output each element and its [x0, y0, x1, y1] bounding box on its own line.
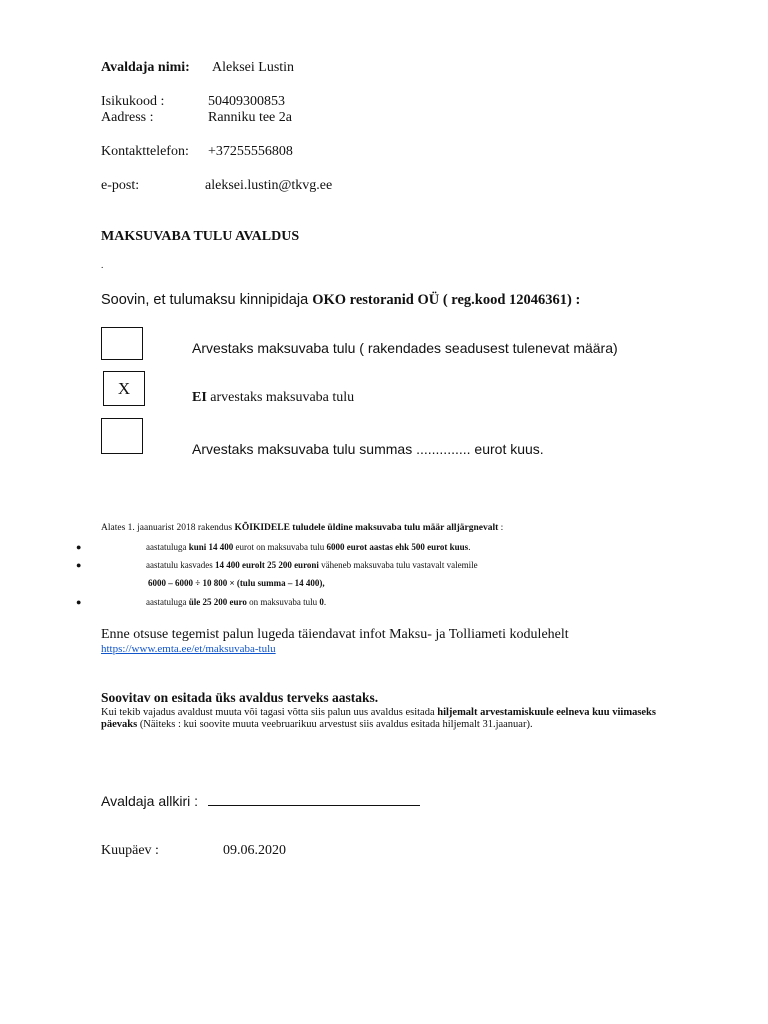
- employer-name: OKO restoranid OÜ ( reg.kood 12046361) :: [312, 292, 581, 308]
- option-2-mark: X: [117, 378, 131, 398]
- signature-line[interactable]: [208, 791, 420, 806]
- formula: 6000 – 6000 ÷ 10 800 × (tulu summa – 14 400),: [148, 578, 325, 588]
- phone-value: +37255556808: [208, 144, 293, 159]
- b2-a: aastatulu kasvades: [146, 560, 215, 570]
- rules-intro-b: KÕIKIDELE tuludele üldine maksuvaba tulu määr alljärgnevalt: [234, 523, 499, 533]
- address-value: Ranniku tee 2a: [208, 110, 292, 125]
- id-code-value: 50409300853: [208, 94, 285, 109]
- bullet-1-text: [146, 542, 470, 552]
- b1-e: .: [468, 542, 471, 552]
- option-2-checkbox[interactable]: [103, 371, 145, 406]
- recommend-p-c: (Näiteks : kui soovite muuta veebruarikuu arvestust siis avaldus esitada hiljemalt 31.jaanuar).: [137, 719, 533, 730]
- b1-a: aastatuluga: [146, 542, 189, 552]
- bullet-1-marker: ●: [76, 542, 82, 552]
- option-3-checkbox[interactable]: [101, 418, 143, 454]
- b3-d: 0: [319, 597, 324, 607]
- bullet-3-text: [146, 597, 326, 607]
- option-1-text: Arvestaks maksuvaba tulu ( rakendades seadusest tulenevat määra): [192, 340, 618, 356]
- b3-b: üle 25 200 euro: [188, 597, 247, 607]
- option-3-text: Arvestaks maksuvaba tulu summas .............. eurot kuus.: [192, 441, 544, 457]
- b1-c: eurot on maksuvaba tulu: [233, 542, 327, 552]
- email-label: e-post:: [101, 178, 140, 193]
- recommend-p-a: Kui tekib vajadus avaldust muuta või tagasi võtta siis palun uus avaldus esitada: [101, 707, 438, 718]
- bullet-3-marker: ●: [76, 597, 82, 607]
- rules-intro-a: Alates 1. jaanuarist 2018 rakendus: [101, 523, 235, 533]
- emta-link[interactable]: https://www.emta.ee/et/maksuvaba-tulu: [101, 643, 276, 655]
- intro-line: [101, 292, 580, 309]
- phone-label: Kontakttelefon:: [101, 144, 189, 159]
- date-label: Kuupäev :: [101, 843, 159, 858]
- address-label: Aadress :: [101, 110, 154, 125]
- option-3-label: [192, 441, 544, 457]
- rules-intro-c: :: [498, 523, 504, 533]
- b2-b: 14 400 eurolt 25 200 euroni: [214, 560, 319, 570]
- b3-c: on maksuvaba tulu: [246, 597, 320, 607]
- recommend-heading: Soovitav on esitada üks avaldus terveks aastaks.: [101, 690, 379, 705]
- recommend-p-b: hiljemalt arvestamiskuule eelneva kuu viimaseks päevaks: [101, 707, 656, 730]
- option-2-label: [192, 390, 354, 406]
- recommend-paragraph: [101, 707, 676, 731]
- applicant-name-value: Aleksei Lustin: [212, 60, 295, 75]
- info-text: Enne otsuse tegemist palun lugeda täiendavat infot Maksu- ja Tolliameti kodulehelt: [101, 627, 569, 642]
- signature-row: [101, 791, 420, 809]
- email-value: aleksei.lustin@tkvg.ee: [205, 178, 333, 193]
- option-2-text: arvestaks maksuvaba tulu: [206, 390, 355, 405]
- bullet-2-marker: ●: [76, 560, 82, 570]
- bullet-2-text: [146, 560, 478, 570]
- option-2-bold: EI: [192, 390, 207, 405]
- b2-c: väheneb maksuvaba tulu vastavalt valemile: [318, 560, 478, 570]
- signature-label: Avaldaja allkiri :: [101, 793, 199, 809]
- b3-a: aastatuluga: [146, 597, 189, 607]
- rules-intro: [101, 523, 503, 533]
- intro-text: Soovin, et tulumaksu kinnipidaja: [101, 292, 313, 308]
- date-value: 09.06.2020: [223, 843, 286, 858]
- b1-d: 6000 eurot aastas ehk 500 eurot kuus: [326, 542, 469, 552]
- b1-b: kuni 14 400: [188, 542, 234, 552]
- option-1-label: [192, 340, 618, 356]
- document-title: MAKSUVABA TULU AVALDUS: [101, 229, 300, 244]
- b3-e: .: [323, 597, 327, 607]
- stray-dot: .: [101, 261, 104, 271]
- applicant-name-label: Avaldaja nimi:: [101, 60, 190, 75]
- id-code-label: Isikukood :: [101, 94, 165, 109]
- option-1-checkbox[interactable]: [101, 327, 143, 360]
